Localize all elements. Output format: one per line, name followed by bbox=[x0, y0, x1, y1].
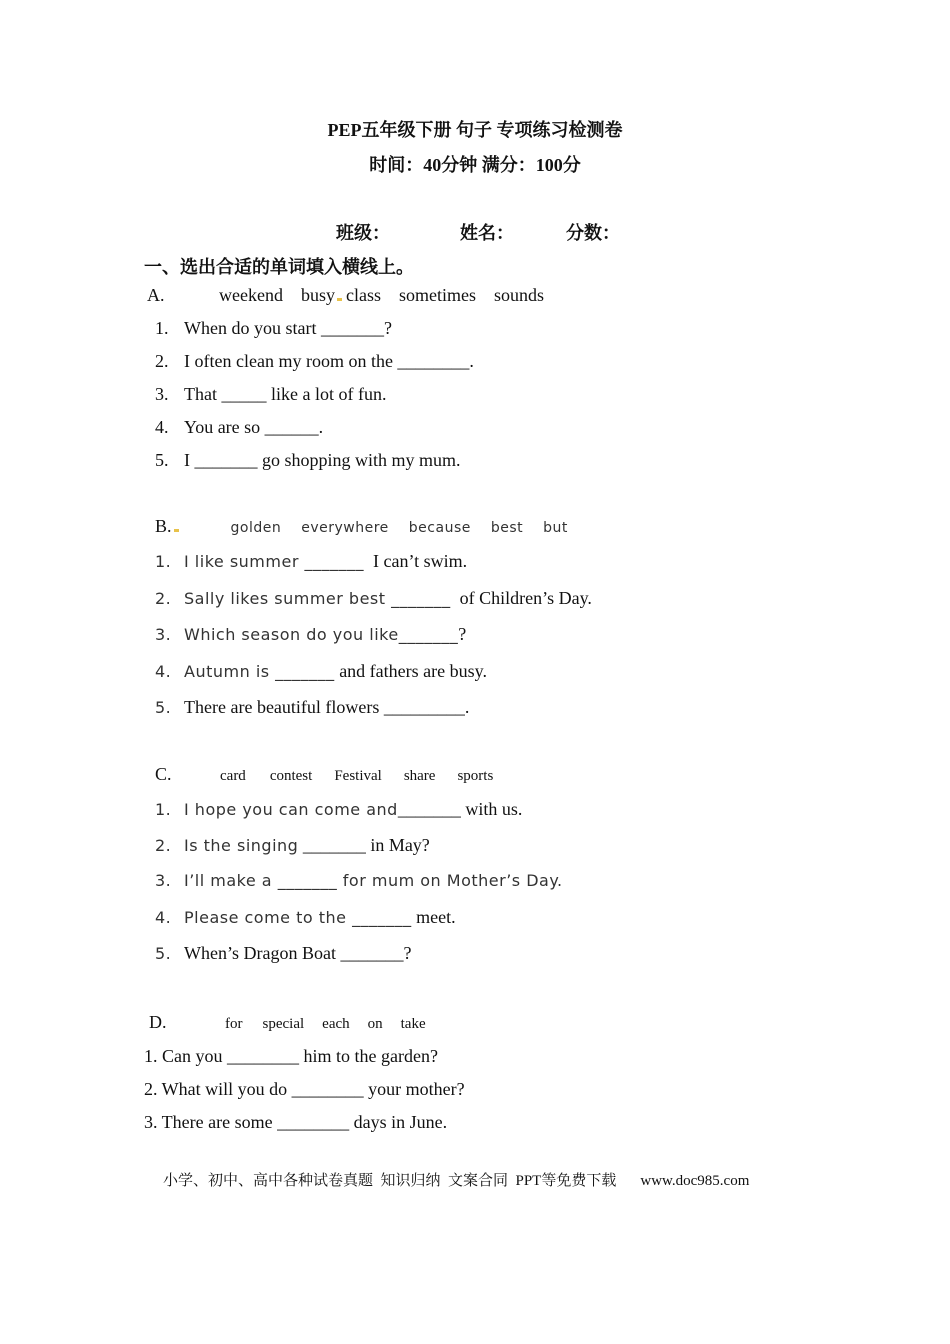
word-bank-item: Festival bbox=[334, 768, 382, 784]
word-bank-item: busy bbox=[300, 285, 335, 305]
highlight-mark bbox=[174, 529, 179, 532]
word-bank-item: contest bbox=[269, 768, 313, 784]
part-d-word-bank bbox=[149, 1012, 426, 1033]
part-a-question-1: 1. When do you start _______? bbox=[155, 318, 392, 338]
part-c-question-3: 3. I’ll make a _______ for mum on Mother’s Day. bbox=[155, 871, 563, 890]
part-b-question-1: 1. I like summer _______ I can’t swim. bbox=[155, 551, 468, 571]
footer-url: www.doc985.com bbox=[640, 1173, 750, 1189]
part-c-question-2: 2. Is the singing _______ in May? bbox=[155, 835, 430, 855]
part-b-word-bank bbox=[155, 516, 568, 537]
class-label: 班级： bbox=[336, 223, 390, 243]
word-bank-item: everywhere bbox=[301, 520, 389, 536]
word-bank-item: card bbox=[220, 768, 246, 784]
page-title: PEP五年级下册 句子 专项练习检测卷 bbox=[327, 120, 623, 140]
name-label: 姓名： bbox=[460, 223, 514, 243]
part-c-question-1: 1. I hope you can come and_______ with us. bbox=[155, 799, 523, 819]
part-b-question-3: 3. Which season do you like_______? bbox=[155, 624, 467, 644]
part-c-question-5: 5. When’s Dragon Boat _______? bbox=[155, 943, 412, 963]
word-bank-item: sounds bbox=[493, 285, 544, 305]
word-bank-item: for bbox=[225, 1016, 243, 1032]
word-bank-item: but bbox=[543, 520, 568, 536]
part-c-question-4: 4. Please come to the _______ meet. bbox=[155, 907, 456, 927]
highlight-mark bbox=[337, 298, 342, 301]
word-bank-item: sports bbox=[457, 768, 494, 784]
part-a-label: A. bbox=[147, 285, 165, 305]
part-a-question-2: 2. I often clean my room on the ________. bbox=[155, 351, 474, 371]
part-d-question-1: 1. Can you ________ him to the garden? bbox=[144, 1046, 438, 1066]
part-a-question-4: 4. You are so ______. bbox=[155, 417, 324, 437]
part-a-question-3: 3. That _____ like a lot of fun. bbox=[155, 384, 387, 404]
word-bank-item: weekend bbox=[219, 285, 283, 305]
part-c-label: C. bbox=[155, 764, 172, 784]
part-b-question-2: 2. Sally likes summer best _______ of Children’s Day. bbox=[155, 588, 592, 608]
part-d-question-3: 3. There are some ________ days in June. bbox=[144, 1112, 448, 1132]
part-b-label: B. bbox=[155, 516, 172, 536]
word-bank-item: class bbox=[345, 285, 381, 305]
part-c-word-bank bbox=[155, 764, 493, 785]
word-bank-item: special bbox=[262, 1016, 305, 1032]
part-d-label: D. bbox=[149, 1012, 167, 1032]
word-bank-item: best bbox=[490, 520, 524, 536]
part-d-question-2: 2. What will you do ________ your mother? bbox=[144, 1079, 465, 1099]
part-a-question-5: 5. I _______ go shopping with my mum. bbox=[155, 450, 461, 470]
part-a-word-bank bbox=[147, 285, 544, 306]
word-bank-item: each bbox=[322, 1016, 350, 1032]
word-bank-item: because bbox=[408, 520, 471, 536]
word-bank-item: share bbox=[403, 768, 436, 784]
part-b-question-4: 4. Autumn is _______ and fathers are busy. bbox=[155, 661, 487, 681]
score-label: 分数： bbox=[566, 223, 620, 243]
section-title: 一、选出合适的单词填入横线上。 bbox=[144, 257, 414, 277]
word-bank-item: take bbox=[400, 1016, 426, 1032]
word-bank-item: sometimes bbox=[398, 285, 476, 305]
word-bank-item: golden bbox=[230, 520, 282, 536]
word-bank-item: on bbox=[367, 1016, 383, 1032]
footer bbox=[163, 1169, 749, 1190]
time-and-score: 时间：40分钟 满分：100分 bbox=[369, 155, 581, 175]
part-b-question-5: 5. There are beautiful flowers _________. bbox=[155, 697, 470, 717]
footer-text: 小学、初中、高中各种试卷真题 知识归纳 文案合同 PPT等免费下载 bbox=[163, 1173, 617, 1189]
